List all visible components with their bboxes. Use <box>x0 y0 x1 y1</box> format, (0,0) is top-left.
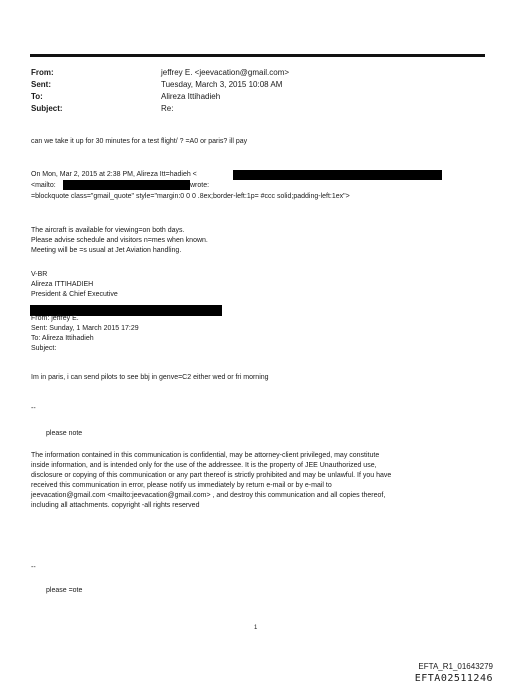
signature-line: President & Chief Executive <box>31 291 118 298</box>
quote-header-line-3: =blockquote class="gmail_quote" style="margin:0 0 0 .8ex;border-left:1p= #ccc solid;padding-left:1ex"> <box>31 193 350 200</box>
separator-dash: -- <box>31 405 36 412</box>
please-note-label: please =ote <box>46 587 83 594</box>
signature-line: V-BR <box>31 271 48 278</box>
redaction-bar <box>233 170 442 180</box>
quote-header-line-2b: wrote: <box>190 182 210 189</box>
quote-header-line-2a: <mailto: <box>31 182 56 189</box>
disclaimer-line: disclosure or copying of this communication or any part thereof is strictly prohibited and may be unlawful. If you have <box>31 472 392 479</box>
please-note-label: please note <box>46 430 83 437</box>
separator-dash: -- <box>31 564 36 571</box>
document-reference-large: EFTA02511246 <box>414 673 493 684</box>
aircraft-line: Please advise schedule and visitors n=mes when known. <box>31 237 208 244</box>
disclaimer-line: jeevacation@gmail.com <mailto:jeevacation@gmail.com> , and destroy this communication and all copies thereof, <box>31 492 386 499</box>
document-reference-small: EFTA_R1_01643279 <box>418 662 493 671</box>
inner-header-line: Sent: Sunday, 1 March 2015 17:29 <box>31 325 139 332</box>
from-value: jeffrey E. <jeevacation@gmail.com> <box>161 68 290 77</box>
aircraft-line: The aircraft is available for viewing=on both days. <box>31 227 185 234</box>
redaction-bar <box>63 180 190 190</box>
inner-header-line: Subject: <box>31 345 57 352</box>
subject-label: Subject: <box>31 104 63 113</box>
paris-line: Im in paris, i can send pilots to see bbj in genve=C2 either wed or fri morning <box>31 374 269 381</box>
signature-block <box>31 270 481 300</box>
quote-header-line-1: On Mon, Mar 2, 2015 at 2:38 PM, Alireza Itt=hadieh < <box>31 171 197 178</box>
sent-label: Sent: <box>31 80 51 89</box>
inner-header <box>31 314 481 354</box>
signature-line: Alireza ITTIHADIEH <box>31 281 94 288</box>
disclaimer-line: received this communication in error, please notify us immediately by return e-mail or by e-mail to <box>31 482 332 489</box>
aircraft-line: Meeting will be =s usual at Jet Aviation handling. <box>31 247 182 254</box>
sent-value: Tuesday, March 3, 2015 10:08 AM <box>161 80 283 89</box>
from-label: From: <box>31 68 54 77</box>
opening-line: can we take it up for 30 minutes for a test flight/ ? =A0 or paris? ill pay <box>31 138 248 145</box>
disclaimer-paragraph <box>31 451 481 511</box>
to-label: To: <box>31 92 43 101</box>
inner-header-line: From: jeffrey E. <box>31 315 79 322</box>
disclaimer-line: including all attachments. copyright -all rights reserved <box>31 502 200 509</box>
disclaimer-line: inside information, and is intended only for the use of the addressee. It is the property of JEE Unauthorized use, <box>31 462 377 469</box>
to-value: Alireza Ittihadieh <box>161 92 221 101</box>
header-rule <box>30 54 485 57</box>
inner-header-line: To: Alireza Ittihadieh <box>31 335 94 342</box>
disclaimer-line: The information contained in this communication is confidential, may be attorney-client privileged, may constitute <box>31 452 380 459</box>
subject-value: Re: <box>161 104 174 113</box>
page-number: 1 <box>254 625 258 631</box>
aircraft-paragraph <box>31 226 481 256</box>
